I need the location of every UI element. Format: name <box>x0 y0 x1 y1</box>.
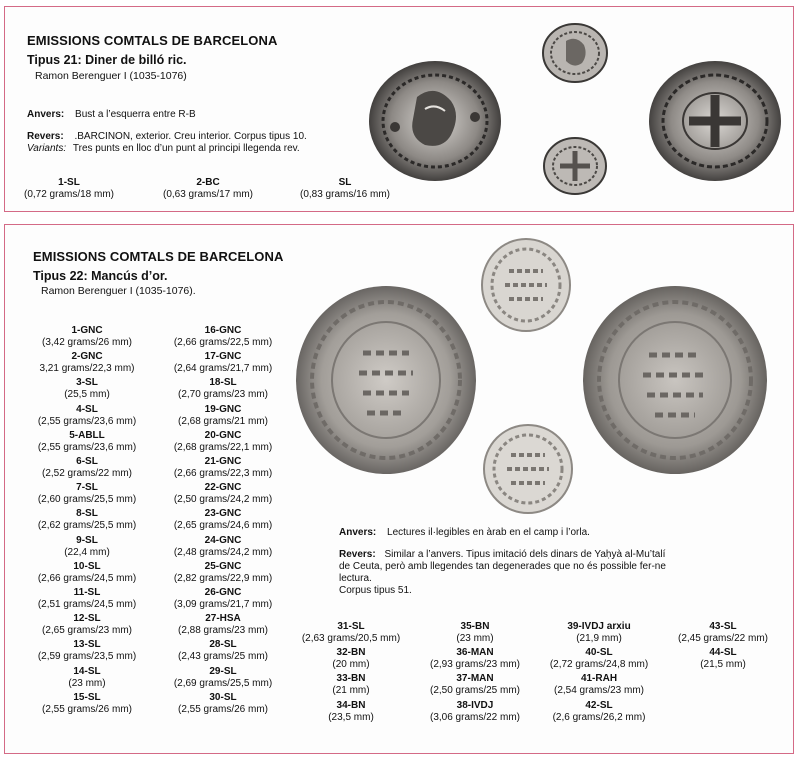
type22-header: EMISSIONS COMTALS DE BARCELONA <box>33 249 284 264</box>
type21-variants-text: Tres punts en lloc d’un punt al principi llegenda rev. <box>72 143 300 154</box>
specimen-id: 44-SL <box>709 647 737 659</box>
specimen-weight: (0,72 grams/18 mm) <box>23 189 115 200</box>
specimen-id: 10-SL <box>73 560 101 572</box>
type22-specimen <box>291 647 411 671</box>
specimen-weight: (21,5 mm) <box>700 659 746 671</box>
specimen-id: 1-SL <box>58 177 80 188</box>
type22-specimen <box>27 613 147 637</box>
type22-specimen <box>415 673 535 697</box>
specimen-id: 9-SL <box>76 534 98 546</box>
specimen-weight: (2,6 grams/26,2 mm) <box>552 711 646 723</box>
specimen-id: 31-SL <box>337 621 365 632</box>
type21-header: EMISSIONS COMTALS DE BARCELONA <box>27 33 278 48</box>
specimen-id: SL <box>338 177 352 188</box>
specimen-id: 25-GNC <box>204 560 242 572</box>
specimen-id: 37-MAN <box>456 673 494 685</box>
type22-specimen <box>27 482 147 506</box>
specimen-weight: (25,5 mm) <box>64 389 110 401</box>
type22-specimen <box>163 639 283 663</box>
specimen-weight: (3,06 grams/22 mm) <box>429 711 521 723</box>
type21-variants <box>27 143 300 155</box>
type22-reverse-label: Revers: <box>339 549 376 560</box>
specimen-weight: (0,83 grams/16 mm) <box>299 189 391 200</box>
type22-specimen <box>291 700 411 724</box>
specimen-weight: (20 mm) <box>332 659 370 671</box>
specimen-id: 4-SL <box>76 403 98 415</box>
specimen-weight: (2,63 grams/20,5 mm) <box>301 633 401 644</box>
type22-specimen <box>163 692 283 716</box>
specimen-weight: (2,65 grams/24,6 mm) <box>173 520 273 532</box>
type22-specimen <box>163 613 283 637</box>
specimen-id: 43-SL <box>709 621 737 632</box>
type21-specimen <box>9 177 129 201</box>
type22-specimen <box>27 351 147 375</box>
specimen-id: 14-SL <box>73 665 101 677</box>
specimen-weight: (2,43 grams/25 mm) <box>177 651 269 663</box>
specimen-weight: (2,48 grams/24,2 mm) <box>173 546 273 558</box>
type22-obverse <box>339 527 590 539</box>
specimen-id: 21-GNC <box>204 456 242 467</box>
type22-specimen <box>163 666 283 690</box>
type22-specimen <box>27 587 147 611</box>
type22-specimen <box>27 666 147 690</box>
specimen-id: 16-GNC <box>204 325 242 336</box>
specimen-id: 2-GNC <box>71 351 103 363</box>
specimen-id: 18-SL <box>209 377 237 389</box>
type21-obverse-label: Anvers: <box>27 109 65 120</box>
specimen-weight: (2,54 grams/23 mm) <box>553 685 645 697</box>
specimen-id: 7-SL <box>76 482 98 494</box>
type22-obverse-label: Anvers: <box>339 527 377 538</box>
specimen-weight: 3,21 grams/22,3 mm) <box>39 363 135 375</box>
specimen-weight: (2,70 grams/23 mm) <box>177 389 269 401</box>
specimen-weight: (2,55 grams/26 mm) <box>41 703 133 715</box>
type21-reverse-label: Revers: <box>27 131 64 142</box>
specimen-id: 12-SL <box>73 613 101 625</box>
type21-reverse <box>27 131 307 143</box>
type22-specimen <box>163 587 283 611</box>
specimen-id: 29-SL <box>209 665 237 677</box>
type21-obverse-text: Bust a l’esquerra entre R-B <box>75 109 196 120</box>
type21-reverse-coin-photo <box>645 57 785 185</box>
specimen-id: 1-GNC <box>71 325 103 336</box>
type21-specimen <box>148 177 268 201</box>
type22-small-obverse-coin-photo <box>479 235 573 335</box>
specimen-weight: (2,68 grams/22,1 mm) <box>173 441 273 453</box>
specimen-id: 40-SL <box>585 647 613 659</box>
type21-card <box>4 6 794 212</box>
specimen-id: 5-ABLL <box>69 429 105 441</box>
type22-reverse-coin-photo <box>579 283 771 477</box>
specimen-weight: (2,50 grams/24,2 mm) <box>173 494 273 506</box>
type21-variants-label: Variants: <box>27 143 67 154</box>
type22-ruler: Ramon Berenguer I (1035-1076). <box>41 285 196 297</box>
type22-specimen <box>27 430 147 454</box>
type22-specimen <box>163 325 283 349</box>
type22-specimen <box>415 621 535 645</box>
specimen-weight: (0,63 grams/17 mm) <box>162 189 254 200</box>
specimen-weight: (21 mm) <box>332 685 370 697</box>
type22-specimen <box>27 639 147 663</box>
specimen-id: 8-SL <box>76 508 98 520</box>
specimen-weight: (2,88 grams/23 mm) <box>177 625 269 637</box>
specimen-weight: (22,4 mm) <box>64 546 110 558</box>
type22-reverse-line: lectura. <box>339 573 372 584</box>
specimen-weight: (2,55 grams/23,6 mm) <box>37 441 137 453</box>
type22-specimen <box>27 404 147 428</box>
type21-small-obverse-coin-photo <box>540 21 610 85</box>
type22-specimen <box>539 673 659 697</box>
type22-specimen <box>27 325 147 349</box>
specimen-id: 27-HSA <box>205 613 241 625</box>
type22-card <box>4 224 794 754</box>
type22-obverse-text: Lectures il·legibles en àrab en el camp i l’orla. <box>387 527 590 538</box>
specimen-weight: (21,9 mm) <box>576 633 622 644</box>
specimen-weight: (23 mm) <box>68 677 106 689</box>
specimen-id: 17-GNC <box>204 351 242 363</box>
specimen-weight: (2,55 grams/26 mm) <box>177 703 269 715</box>
specimen-weight: (2,64 grams/21,7 mm) <box>173 363 273 375</box>
specimen-weight: (23 mm) <box>456 633 494 644</box>
type22-specimen <box>291 621 411 645</box>
specimen-id: 36-MAN <box>456 647 494 659</box>
type22-specimen <box>539 621 659 645</box>
type22-specimen <box>163 535 283 559</box>
specimen-id: 6-SL <box>76 456 98 467</box>
type22-title: Tipus 22: Mancús d’or. <box>33 269 168 283</box>
type22-specimen <box>27 456 147 480</box>
specimen-weight: (2,69 grams/25,5 mm) <box>173 677 273 689</box>
type22-specimen <box>415 647 535 671</box>
specimen-weight: (2,59 grams/23,5 mm) <box>37 651 137 663</box>
specimen-weight: (2,82 grams/22,9 mm) <box>173 572 273 584</box>
specimen-weight: (2,52 grams/22 mm) <box>41 468 133 479</box>
specimen-weight: (3,09 grams/21,7 mm) <box>173 599 273 610</box>
specimen-id: 38-IVDJ <box>456 699 494 711</box>
specimen-id: 3-SL <box>76 377 98 389</box>
specimen-id: 13-SL <box>73 639 101 651</box>
type21-obverse-coin-photo <box>365 57 505 185</box>
type22-specimen <box>27 508 147 532</box>
specimen-id: 34-BN <box>336 699 366 711</box>
type22-specimen <box>163 456 283 480</box>
specimen-weight: (2,62 grams/25,5 mm) <box>37 520 137 532</box>
specimen-weight: (2,72 grams/24,8 mm) <box>549 659 649 671</box>
specimen-weight: (2,66 grams/24,5 mm) <box>37 572 137 584</box>
specimen-id: 35-BN <box>460 621 490 632</box>
specimen-weight: (2,60 grams/25,5 mm) <box>37 494 137 506</box>
type22-specimen <box>163 430 283 454</box>
type22-specimen <box>27 535 147 559</box>
type22-specimen <box>27 692 147 716</box>
specimen-weight: (2,66 grams/22,3 mm) <box>173 468 273 479</box>
type22-specimen <box>163 404 283 428</box>
type22-obverse-coin-photo <box>293 283 479 477</box>
type21-obverse <box>27 109 196 121</box>
specimen-id: 42-SL <box>585 699 613 711</box>
type21-reverse-text: .BARCINON, exterior. Creu interior. Corpus tipus 10. <box>74 131 307 142</box>
specimen-id: 30-SL <box>209 691 237 703</box>
specimen-weight: (2,65 grams/23 mm) <box>41 625 133 637</box>
type21-small-reverse-coin-photo <box>540 135 610 197</box>
specimen-id: 23-GNC <box>204 508 242 520</box>
type22-specimen <box>163 351 283 375</box>
specimen-id: 15-SL <box>73 691 101 703</box>
type22-specimen <box>415 700 535 724</box>
type21-ruler: Ramon Berenguer I (1035-1076) <box>35 70 187 82</box>
type22-reverse-line: Similar a l’anvers. Tipus imitació dels dinars de Yaḥyà al-Mu’talí <box>384 549 666 560</box>
specimen-id: 11-SL <box>73 587 101 598</box>
specimen-id: 33-BN <box>336 673 366 685</box>
type22-specimen <box>163 377 283 401</box>
type22-specimen <box>163 561 283 585</box>
type22-reverse-line: Corpus tipus 51. <box>339 585 412 596</box>
specimen-weight: (3,42 grams/26 mm) <box>41 337 133 348</box>
type22-specimen <box>163 508 283 532</box>
type22-reverse <box>339 549 759 597</box>
specimen-id: 24-GNC <box>204 534 242 546</box>
specimen-id: 2-BC <box>196 177 220 188</box>
type22-reverse-line: de Ceuta, però amb llegendes tan degenerades que no és possible fer-ne <box>339 561 666 572</box>
type22-specimen <box>27 377 147 401</box>
type22-specimen <box>539 647 659 671</box>
specimen-id: 28-SL <box>209 639 237 651</box>
specimen-weight: (2,66 grams/22,5 mm) <box>173 337 273 348</box>
specimen-weight: (2,68 grams/21 mm) <box>177 415 269 427</box>
type22-specimen <box>663 621 783 645</box>
specimen-weight: (2,55 grams/23,6 mm) <box>37 415 137 427</box>
type22-specimen <box>539 700 659 724</box>
specimen-id: 22-GNC <box>204 482 242 494</box>
type22-specimen <box>27 561 147 585</box>
type22-specimen <box>163 482 283 506</box>
specimen-id: 19-GNC <box>204 403 242 415</box>
specimen-weight: (2,45 grams/22 mm) <box>677 633 769 644</box>
type22-specimen <box>291 673 411 697</box>
specimen-weight: (23,5 mm) <box>328 711 374 723</box>
specimen-id: 41-RAH <box>580 673 618 685</box>
specimen-id: 39-IVDJ arxiu <box>567 621 631 632</box>
type22-small-reverse-coin-photo <box>481 421 575 517</box>
specimen-weight: (2,93 grams/23 mm) <box>429 659 521 671</box>
specimen-id: 20-GNC <box>204 429 242 441</box>
type22-specimen <box>663 647 783 671</box>
type21-title: Tipus 21: Diner de billó ric. <box>27 53 187 67</box>
specimen-id: 32-BN <box>336 647 366 659</box>
specimen-weight: (2,51 grams/24,5 mm) <box>37 599 137 610</box>
specimen-weight: (2,50 grams/25 mm) <box>429 685 521 697</box>
specimen-id: 26-GNC <box>204 587 242 598</box>
